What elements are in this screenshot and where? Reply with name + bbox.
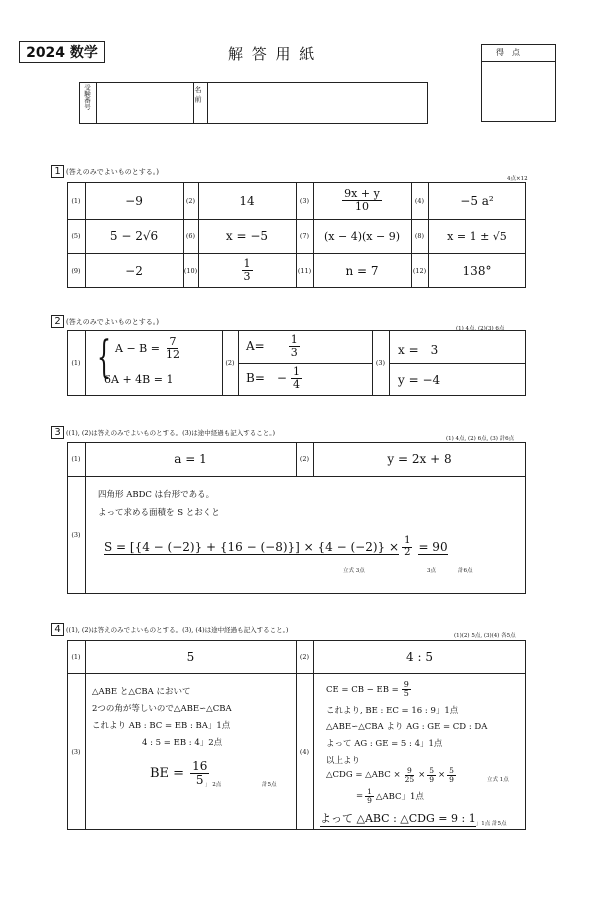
q1-answer-7: (x − 4)(x − 9) <box>324 229 400 243</box>
q1-answer-9: −2 <box>125 263 143 278</box>
q4-4-line-3: △ABE∽△CBA より AG : GE = CD : DA <box>326 722 488 732</box>
q3-note: ((1), (2)は答えのみでよいものとする。(3)は途中経過も記入すること。) <box>66 429 276 437</box>
q3-answer-2: y = 2x + 8 <box>387 452 452 466</box>
name-label: 名 前 <box>194 86 202 103</box>
q3-points: (1) 4点, (2) 6点, (3) 計6点 <box>446 436 515 442</box>
q1-label-7: (7) <box>299 232 310 240</box>
q4-3-line-3: これより AB : BC = EB : BA」1点 <box>92 721 231 731</box>
q3-line-2: よって求める面積を S とおくと <box>98 508 220 518</box>
q1-label-3: (3) <box>299 196 310 205</box>
page-title: 解 答 用 紙 <box>228 45 317 63</box>
q4-answer-3: BE = $\frac{16}{5}$ <box>150 759 208 787</box>
q1-answer-12: 138° <box>462 263 492 278</box>
q2-label-3: (3) <box>375 359 386 367</box>
year-subject-box <box>19 41 105 63</box>
q3-answer-3: = 90 <box>418 539 448 554</box>
q4-4-line-2: これより, BE : EC = 16 : 9」1点 <box>326 706 459 716</box>
q1-answer-1: −9 <box>125 193 143 208</box>
q3-formula: S = [{4 − (−2)} + {16 − (−8)}] × {4 − (−2)} × $\frac{1}{2}$ = 90 <box>104 535 448 558</box>
q2-note: (答えのみでよいものとする。) <box>66 318 159 326</box>
score-label: 得 点 <box>496 48 520 57</box>
q1-label-4: (4) <box>414 196 425 205</box>
q1-label-5: (5) <box>71 232 81 240</box>
q1-answer-5: 5 − 2√6 <box>109 229 159 243</box>
q1-answer-8: x = 1 ± √5 <box>447 229 507 243</box>
q1-number: 1 <box>51 165 64 178</box>
q1-note: (答えのみでよいものとする。) <box>66 168 159 176</box>
q4-3-line-2: 2つの角が等しいので△ABE∽△CBA <box>92 704 232 714</box>
q4-3-pt-total: 計5点 <box>262 782 277 788</box>
q1-label-1: (1) <box>71 196 81 205</box>
q1-label-11: (11) <box>297 266 312 275</box>
year-subject: 2024 数学 <box>26 45 98 61</box>
q1-label-9: (9) <box>71 266 81 275</box>
q3-pt-formula: 立式 3点 <box>343 568 365 574</box>
q4-4-line-5: 以上より <box>326 756 361 766</box>
q2-answer-A: A= $\frac{1}{3}$ <box>246 333 298 359</box>
q4-label-1: (1) <box>71 652 81 661</box>
q2-brace: { <box>97 332 111 383</box>
q1-label-10: (10) <box>183 266 198 275</box>
q1-label-8: (8) <box>414 232 425 240</box>
q1-label-6: (6) <box>185 232 196 240</box>
q4-points: (1)(2) 5点, (3)(4) 各5点 <box>454 633 516 639</box>
q1-points: 4点×12 <box>507 176 528 182</box>
q4-label-3: (3) <box>71 747 81 756</box>
q1-answer-11: n = 7 <box>345 263 379 278</box>
exam-no-label: 受験番号 <box>83 84 91 110</box>
name-field[interactable] <box>208 83 427 123</box>
q1-answer-2: 14 <box>239 193 255 208</box>
q4-4-line-1: CE = CB − EB = $\frac{9}{5}$ <box>326 680 409 699</box>
q2-answer-y: y = −4 <box>398 373 441 387</box>
q4-3-pt: 」 2点 <box>205 782 222 788</box>
q1-answer-3: $\frac{9x + y}{10}$ <box>344 187 380 213</box>
q3-pt-total: 計6点 <box>458 568 473 574</box>
q2-answer-B: B= − $\frac{1}{4}$ <box>246 365 300 391</box>
q2-label-1: (1) <box>71 359 81 367</box>
q2-answer-x: x = 3 <box>398 343 439 357</box>
q4-answer-2: 4 : 5 <box>406 649 433 664</box>
q4-label-4: (4) <box>299 747 310 756</box>
q4-4-line-7: = $\frac{1}{9}$ △ABC」1点 <box>356 787 424 805</box>
q3-label-3: (3) <box>71 531 81 539</box>
q3-label-1: (1) <box>71 455 81 463</box>
exam-no-field[interactable] <box>97 83 192 123</box>
q3-pt-ans: 3点 <box>427 568 436 574</box>
q2-number: 2 <box>51 315 64 328</box>
q4-4-line-4: よって AG : GE = 5 : 4」1点 <box>326 739 443 749</box>
q4-4-pt-formula: 立式 1点 <box>487 777 509 783</box>
q2-points: (1) 4点, (2)(3) 6点 <box>456 326 505 332</box>
q4-answer-4: よって △ABC : △CDG = 9 : 1 」1点 計5点 <box>320 812 507 827</box>
q1-answer-4: −5 a² <box>460 193 494 208</box>
q1-label-2: (2) <box>185 196 196 205</box>
q4-note: ((1), (2)は答えのみでよいものとする。(3), (4)は途中経過も記入すること。) <box>66 626 289 634</box>
q4-label-2: (2) <box>299 652 310 661</box>
q2-eq2: 6A + 4B = 1 <box>104 373 174 386</box>
q1-answer-10: $\frac{1}{3}$ <box>243 257 251 283</box>
q3-label-2: (2) <box>299 455 310 463</box>
q4-number: 4 <box>51 623 64 636</box>
q4-3-line-1: △ABE と△CBA において <box>92 687 191 697</box>
q3-number: 3 <box>51 426 64 439</box>
q2-eq1: A − B = $\frac{7}{12}$ <box>115 335 180 361</box>
q3-line-1: 四角形 ABDC は台形である。 <box>98 490 215 500</box>
q4-4-line-6: △CDG = △ABC × $\frac{9}{25}$ × $\frac{5}{9}$ × $\frac{5}{9}$ <box>326 766 454 784</box>
q4-3-line-4: 4 : 5 = EB : 4」2点 <box>142 738 223 748</box>
q1-label-12: (12) <box>412 266 427 275</box>
q2-label-2: (2) <box>225 359 235 367</box>
q1-answer-6: x = −5 <box>225 229 269 243</box>
q3-answer-1: a = 1 <box>174 452 207 466</box>
q4-answer-1: 5 <box>186 649 195 664</box>
